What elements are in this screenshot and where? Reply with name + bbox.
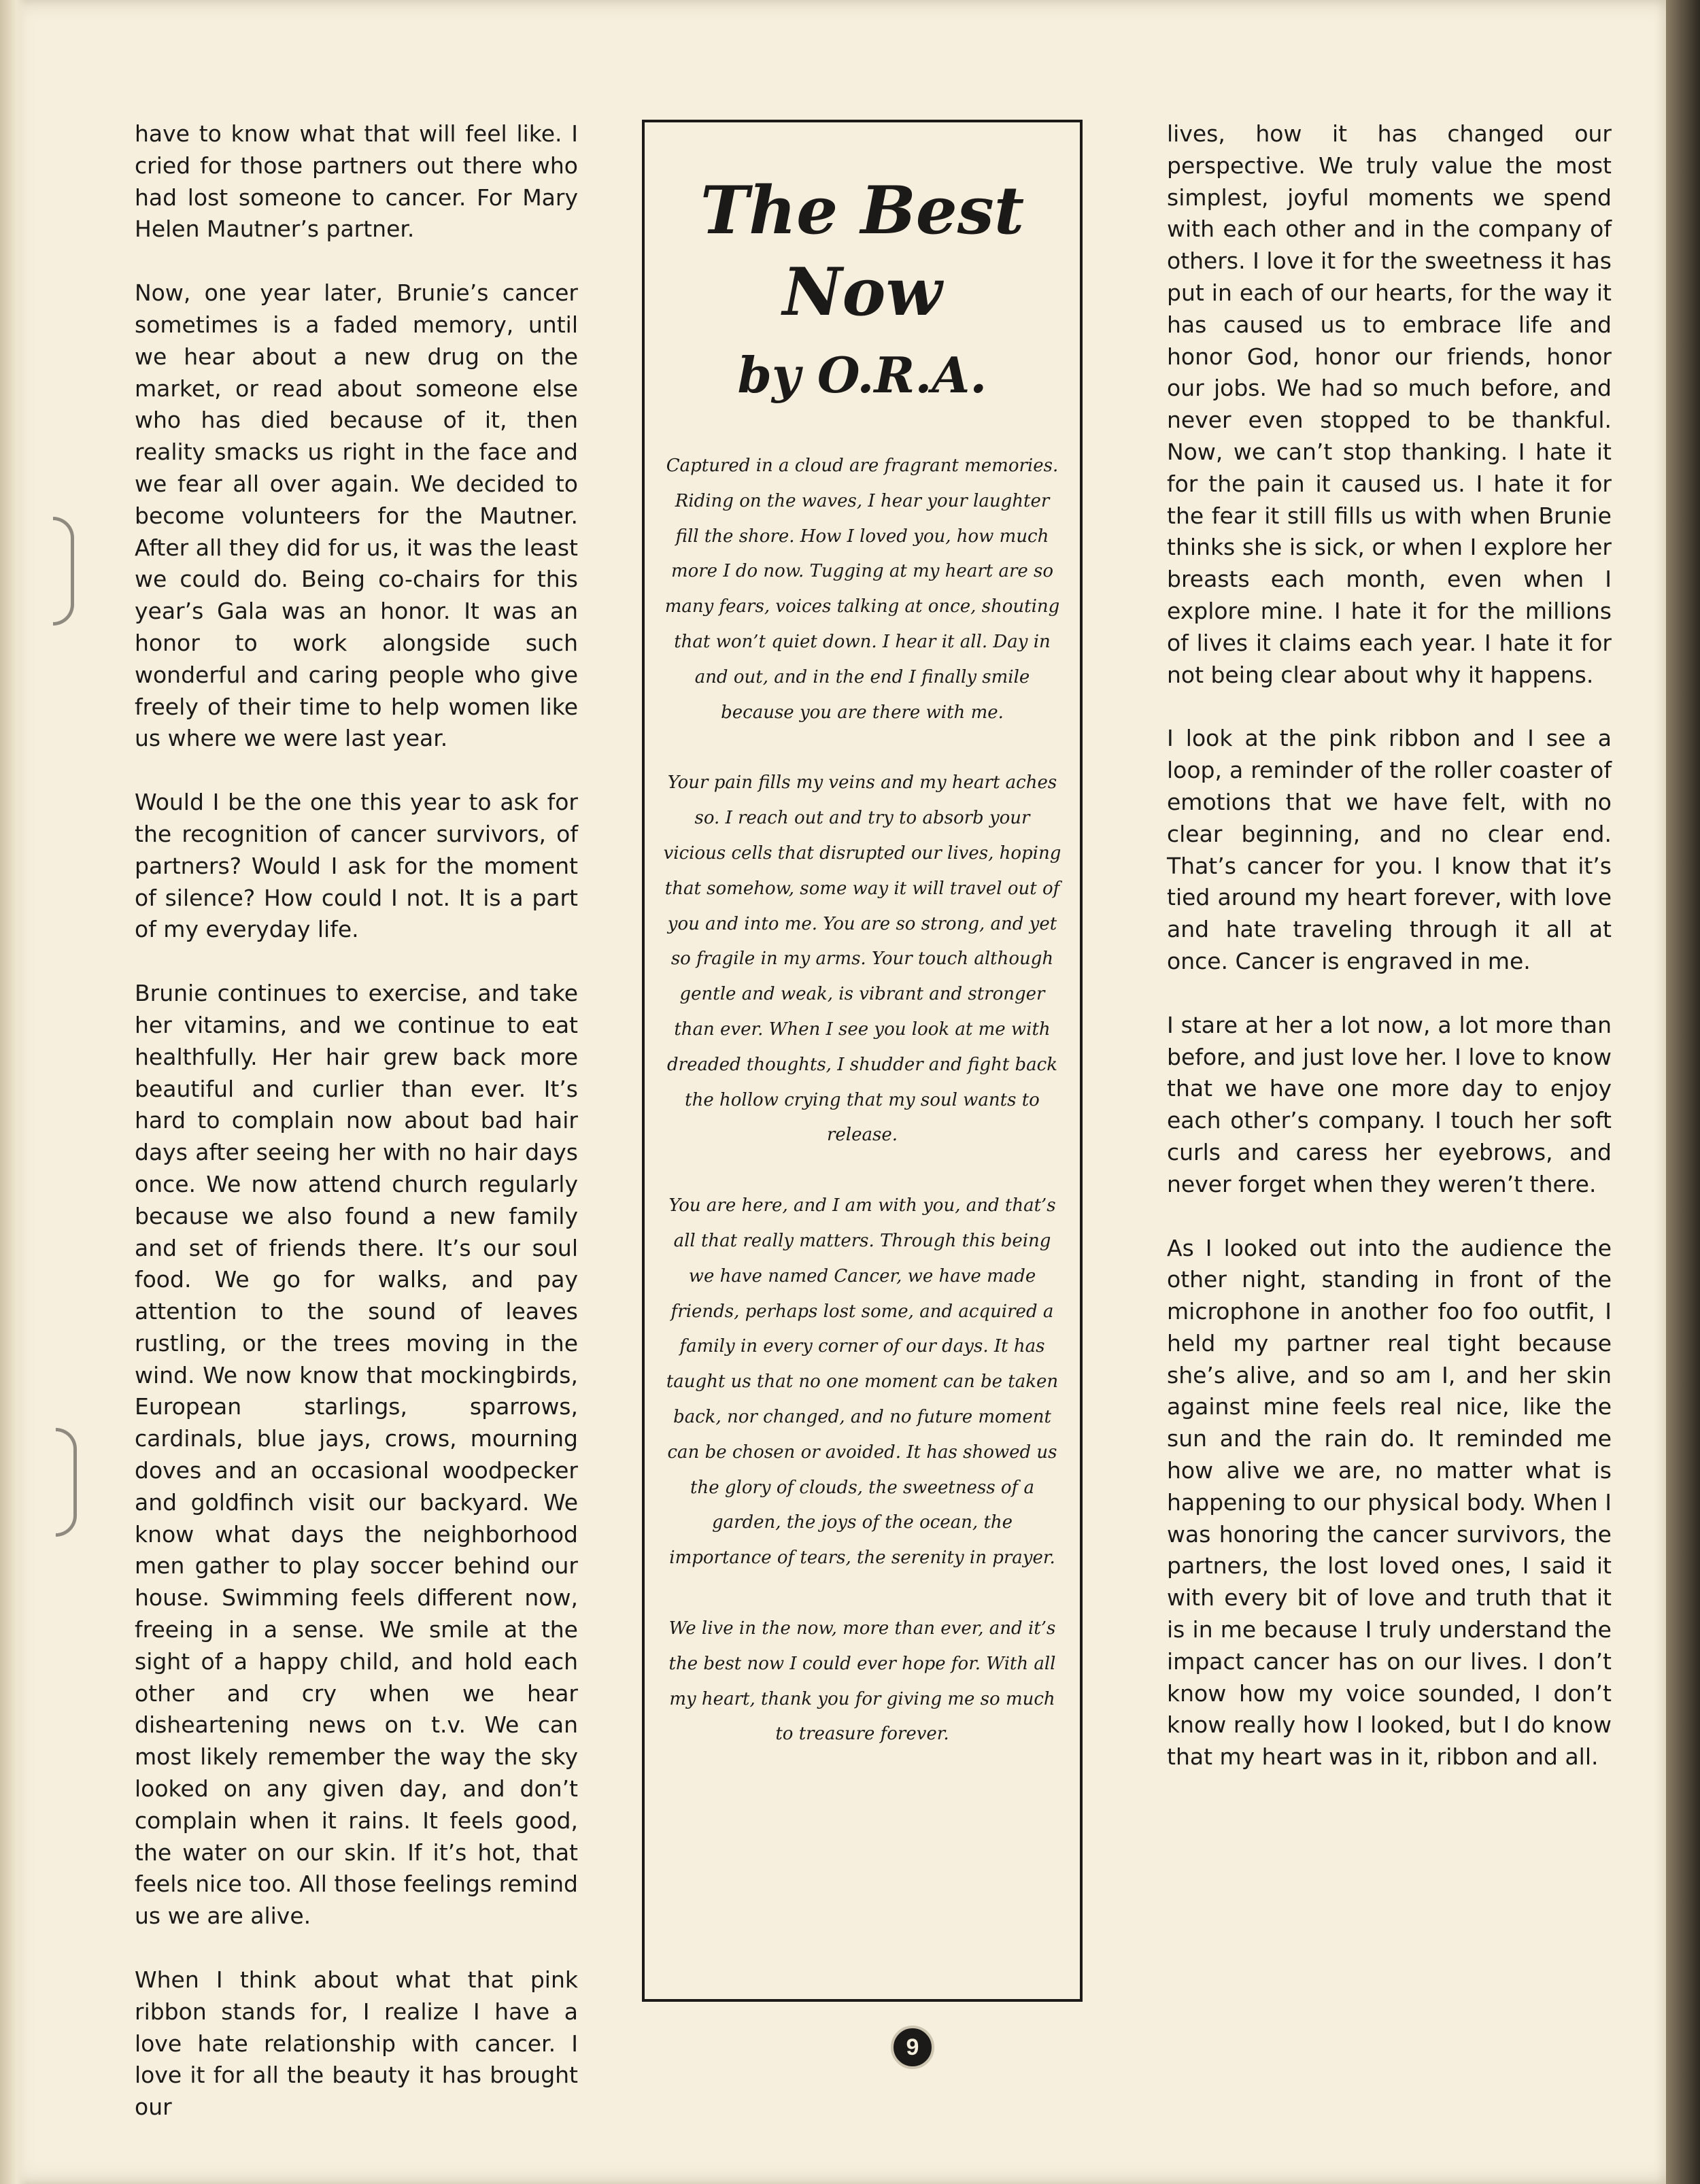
article-paragraph: Brunie continues to exercise, and take her vitamins, and we continue to eat healthfully. Her hair grew back more beautiful and curlier than ever. It’s hard to complain now about bad hair days after seeing her with no hair days once. We now attend church regularly because we also found a new family and set of friends there. It’s our soul food. We go for walks, and pay attention to the sound of leaves rustling, or the trees moving in the wind. We now know that mockingbirds, European starlings, sparrows, cardinals, blue jays, crows, mourning doves and an occasional woodpecker and goldfinch visit our backyard. We know what days the neighborhood men gather to play soccer behind our house. Swimming feels different now, freeing in a sense. We smile at the sight of a happy child, and hold each other and cry when we hear disheartening news on t.v. We can most likely remember the way the sky looked on any given day, and don’t complain when it rains. It feels good, the water on our skin. If it’s hot, that feels nice too. All those feelings remind us we are alive. [135,980,578,1930]
page-number: 9 [891,2026,934,2069]
poem-stanza: Your pain fills my veins and my heart aches so. I reach out and try to absorb your vicious cells that disrupted our lives, hoping that somehow, some way it will travel out of you and into me. You are so strong, and yet so fragile in my arms. Your touch although gentle and weak, is vibrant and stronger than ever. When I see you look at me with dreaded thoughts, I shudder and fight back the hollow crying that my soul wants to release. [663,772,1061,1146]
poem-byline: by O.R.A. [737,346,987,404]
staple-bottom [56,1428,77,1537]
poem-stanza: Captured in a cloud are fragrant memories. Riding on the waves, I hear your laughter fill the shore. How I loved you, how much more I do now. Tugging at my heart are so many fears, voices talking at once, shouting that won’t quiet down. I hear it all. Day in and out, and in the end I finally smile because you are there with me. [664,456,1060,723]
article-paragraph: Would I be the one this year to ask for the recognition of cancer survivors, of partners? Would I ask for the moment of silence? How could I not. It is a part of my everyday life. [135,789,578,943]
article-paragraph: As I looked out into the audience the other night, standing in front of the microphone in another foo foo outfit, I held my partner real tight because she’s alive, and so am I, and her skin against mine feels real nice, like the sun and the rain do. It reminded me how alive we are, no matter what is happening to our physical body. When I was honoring the cancer survivors, the partners, the lost loved ones, I said it with every bit of love and truth that it is in me because I truly understand the impact cancer has on our lives. I don’t know how my voice sounded, I don’t know really how I looked, but I do know that my heart was in it, ribbon and all. [1167,1234,1612,1771]
article-paragraph: I look at the pink ribbon and I see a loop, a reminder of the roller coaster of emotions that we have felt, with no clear beginning, and no clear end. That’s cancer for you. I know that it’s tied around my heart forever, with love and hate traveling through it all at once. Cancer is engraved in me. [1167,725,1612,974]
poem-title-line-1: The Best [700,172,1025,249]
poem-stanza: We live in the now, more than ever, and it’s the best now I could ever hope for. With all my heart, thank you for giving me so much to treasure forever. [668,1618,1056,1745]
binding-fold [0,0,27,2184]
poem-title-line-2: Now [782,254,942,330]
article-paragraph: When I think about what that pink ribbon stands for, I realize I have a love hate relationship with cancer. I love it for all the beauty it has brought our [135,1966,578,2121]
poem-stanza: You are here, and I am with you, and that’s all that really matters. Through this being we have named Cancer, we have made friends, perhaps lost some, and acquired a family in every corner of our days. It has taught us that no one moment can be taken back, nor changed, and no future moment can be chosen or avoided. It has showed us the glory of clouds, the sweetness of a garden, the joys of the ocean, the importance of tears, the serenity in prayer. [666,1195,1059,1569]
left-article-column [135,118,578,2123]
article-paragraph: I stare at her a lot now, a lot more than before, and just love her. I love to know that we have one more day to enjoy each other’s company. I touch her soft curls and caress her eyebrows, and never forget when they weren’t there. [1167,1011,1612,1197]
right-article-column [1167,118,1612,1773]
article-paragraph: have to know what that will feel like. I cried for those partners out there who had lost someone to cancer. For Mary Helen Mautner’s partner. [135,120,578,243]
poem-sidebar [642,120,1083,2002]
staple-top [53,517,74,626]
poem-body [662,449,1062,1752]
article-paragraph: Now, one year later, Brunie’s cancer sometimes is a faded memory, until we hear about a new drug on the market, or read about someone else who has died because of it, then reality smacks us right in the face and we fear all over again. We decided to become volunteers for the Mautner. After all they did for us, it was the least we could do. Being co-chairs for this year’s Gala was an honor. It was an honor to work alongside such wonderful and caring people who give freely of their time to help women like us where we were last year. [135,279,578,752]
page-edge [1666,0,1700,2184]
article-paragraph: lives, how it has changed our perspective. We truly value the most simplest, joyful moments we spend with each other and in the company of others. I love it for the sweetness it has put in each of our hearts, for the way it has caused us to embrace life and honor God, honor our friends, honor our jobs. We had so much before, and never even stopped to be thankful. Now, we can’t stop thanking. I hate it for the pain it caused us. I hate it for the fear it still fills us with when Brunie thinks she is sick, or when I explore her breasts each month, even when I explore mine. I hate it for the millions of lives it claims each year. I hate it for not being clear about why it happens. [1167,120,1612,688]
